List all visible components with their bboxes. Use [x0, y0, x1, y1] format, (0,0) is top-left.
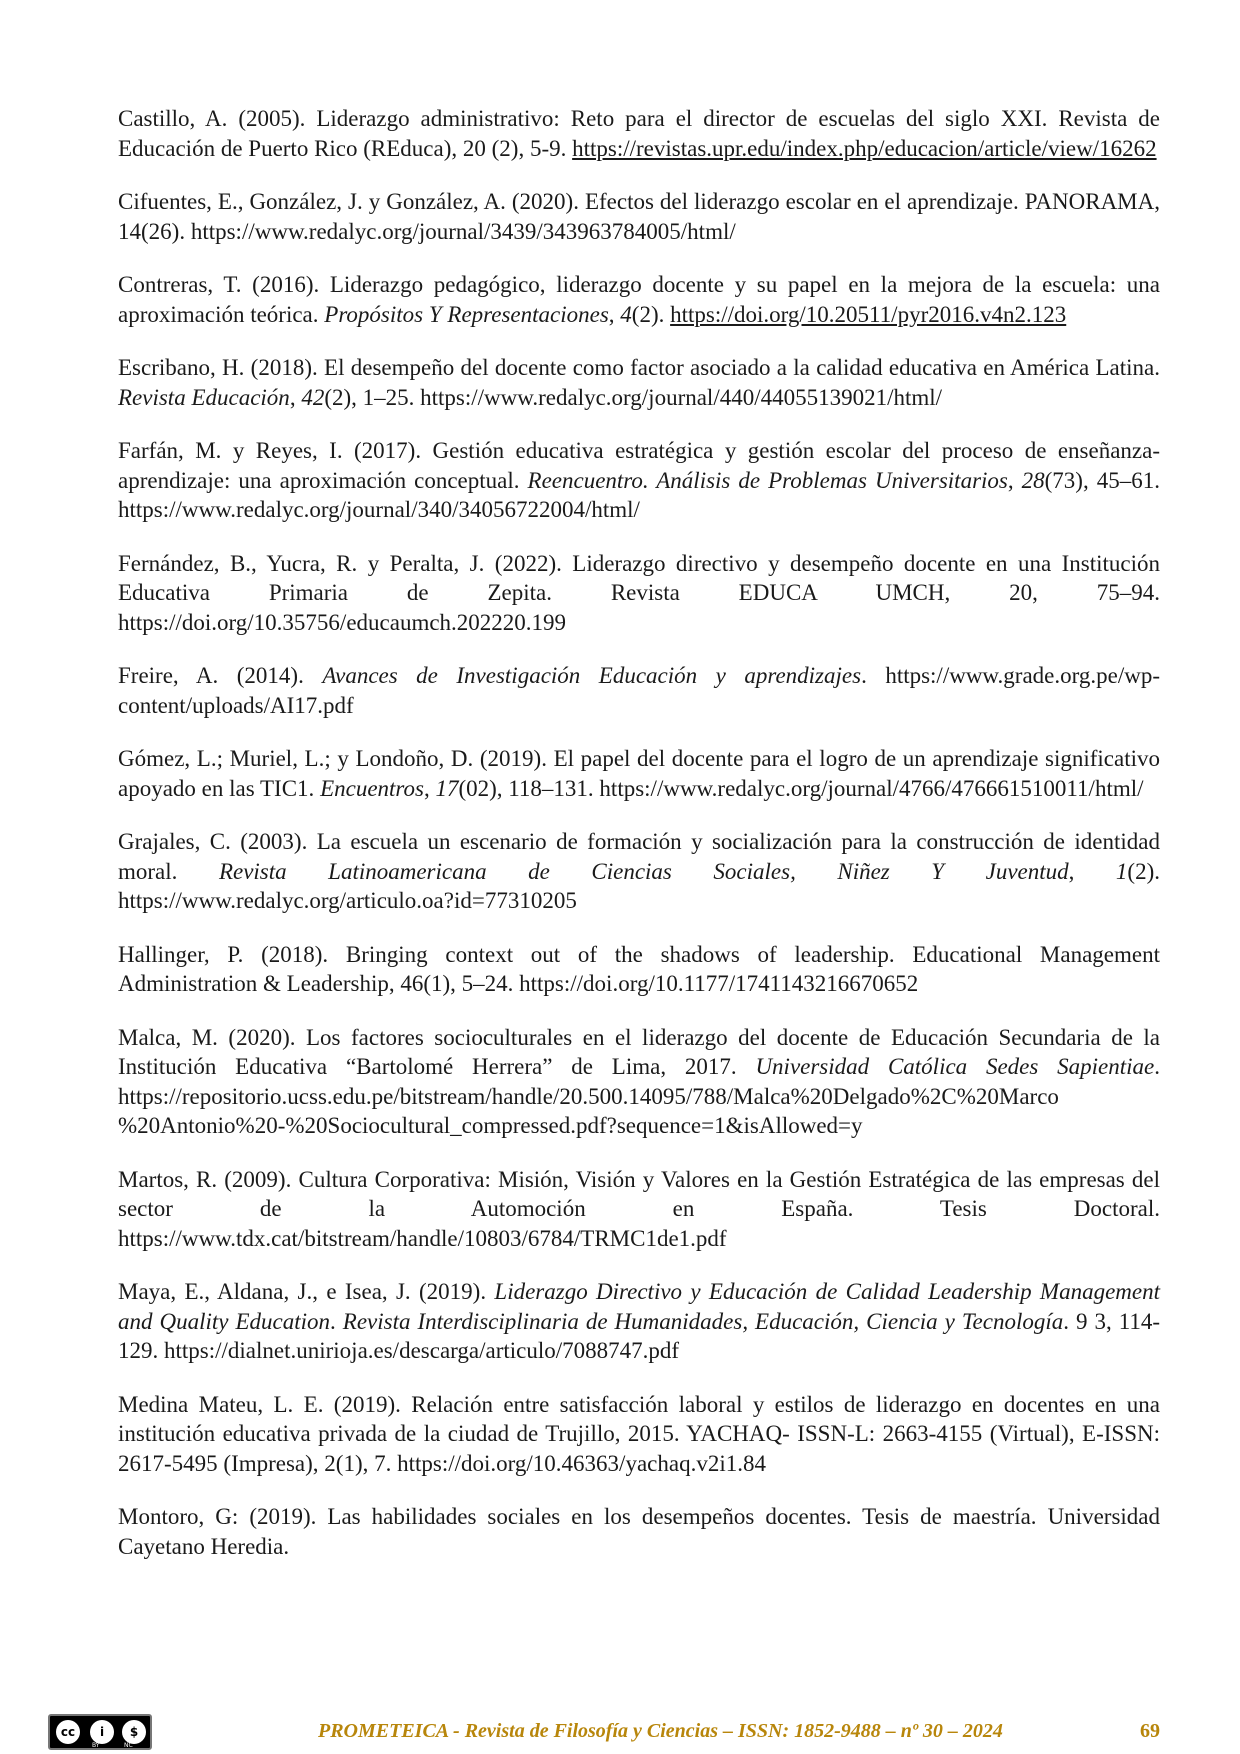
reference-text: Freire, A. (2014).	[118, 663, 323, 688]
reference-entry	[118, 549, 1160, 638]
cc-icon: cc	[56, 1720, 80, 1744]
reference-text: Grajales, C. (2003). La escuela un escenario de formación y socialización para la construcción de identidad moral.	[118, 829, 1160, 884]
reference-entry	[118, 1023, 1160, 1141]
reference-text: Reencuentro. Análisis de Problemas Universitarios	[527, 467, 1008, 493]
reference-text: Revista Interdisciplinaria de Humanidades, Educación, Ciencia y Tecnología	[342, 1308, 1064, 1334]
reference-text: . https://repositorio.ucss.edu.pe/bitstream/handle/20.500.14095/788/Malca%20Delgado%2C%20Marco %20Antonio%20-%20Sociocultural_compressed.pdf?sequence=1&isAllowed=y	[118, 1054, 1160, 1138]
reference-text: ,	[608, 301, 621, 327]
reference-text: Cifuentes, E., González, J. y González, A. (2020). Efectos del liderazgo escolar en el aprendizaje. PANORAMA, 14(26). https://www.redalyc.org/journal/3439/343963784005/html/	[118, 189, 1160, 244]
reference-text: Castillo, A. (2005). Liderazgo administrativo: Reto para el director de escuelas del siglo XXI. Revista de Educación de Puerto Rico (REduca), 20 (2), 5-9.	[118, 106, 1160, 161]
reference-text: 17	[435, 775, 459, 801]
reference-entry	[118, 940, 1160, 999]
page-footer	[48, 1714, 1160, 1750]
reference-entry	[118, 1277, 1160, 1366]
reference-text: .	[330, 1308, 343, 1334]
reference-text: Propósitos Y Representaciones	[324, 301, 609, 327]
reference-text: Avances de Investigación Educación y aprendizajes	[322, 663, 862, 688]
reference-entry	[118, 1165, 1160, 1254]
reference-text: (2).	[631, 301, 671, 327]
reference-list	[118, 104, 1160, 1585]
reference-entry	[118, 827, 1160, 916]
reference-text: Farfán, M. y Reyes, I. (2017). Gestión educativa estratégica y gestión escolar del proceso de enseñanza-aprendizaje: una aproximación conceptual.	[118, 438, 1160, 493]
reference-link[interactable]: https://doi.org/10.20511/pyr2016.v4n2.123	[670, 301, 1067, 327]
reference-entry	[118, 1502, 1160, 1561]
reference-text: 28	[1021, 467, 1045, 493]
reference-text: Revista Educación	[118, 384, 290, 410]
reference-text: Universidad Católica Sedes Sapientiae	[755, 1054, 1155, 1079]
reference-entry	[118, 1390, 1160, 1479]
reference-text: Contreras, T. (2016). Liderazgo pedagógico, liderazgo docente y su papel en la mejora de la escuela: una aproximación teórica.	[118, 272, 1160, 327]
reference-text: Fernández, B., Yucra, R. y Peralta, J. (2022). Liderazgo directivo y desempeño docente en una Institución Educativa Primaria de Zepita. Revista EDUCA UMCH, 20, 75–94. https://doi.org/10.35756/educaumch.202220.199	[118, 550, 1160, 635]
reference-text: . https://www.grade.org.pe/wp-content/uploads/AI17.pdf	[118, 663, 1160, 718]
reference-text: ,	[289, 384, 302, 410]
reference-text: (73), 45–61. https://www.redalyc.org/journal/340/34056722004/html/	[118, 467, 1160, 522]
reference-text: Montoro, G: (2019). Las habilidades sociales en los desempeños docentes. Tesis de maestría. Universidad Cayetano Heredia.	[118, 1504, 1160, 1559]
reference-text: (2). https://www.redalyc.org/articulo.oa?id=77310205	[118, 858, 1160, 913]
reference-entry	[118, 353, 1160, 412]
reference-text: ,	[1007, 467, 1022, 493]
by-icon: i	[90, 1720, 114, 1744]
reference-entry	[118, 187, 1160, 246]
reference-text: (2), 1–25. https://www.redalyc.org/journal/440/44055139021/html/	[324, 384, 943, 410]
reference-entry	[118, 436, 1160, 525]
reference-entry	[118, 104, 1160, 163]
reference-entry	[118, 270, 1160, 329]
reference-text: ,	[1068, 858, 1116, 884]
reference-text: . 9 3, 114-129. https://dialnet.unirioja.es/descarga/articulo/7088747.pdf	[118, 1308, 1161, 1363]
reference-text: Martos, R. (2009). Cultura Corporativa: Misión, Visión y Valores en la Gestión Estratégica de las empresas del sector de la Automoción en España. Tesis Doctoral. https://www.tdx.cat/bitstream/handle/10803/6784/TRMC1de1.pdf	[118, 1166, 1160, 1251]
reference-entry	[118, 744, 1160, 803]
reference-text: Liderazgo Directivo y Educación de Calidad Leadership Management and Quality Education	[118, 1279, 1160, 1334]
reference-text: Encuentros	[320, 775, 424, 801]
reference-entry	[118, 661, 1160, 720]
reference-text: Medina Mateu, L. E. (2019). Relación entre satisfacción laboral y estilos de liderazgo en docentes en una institución educativa privada de la ciudad de Trujillo, 2015. YACHAQ- ISSN-L: 2663-4155 (Virtual), E-ISSN: 2617-5495 (Impresa), 2(1), 7. https://doi.org/10.46363/yachaq.v2i1.84	[118, 1391, 1160, 1476]
by-label: BY	[92, 1742, 100, 1749]
nc-label: NC	[124, 1742, 133, 1749]
reference-text: ,	[423, 775, 436, 801]
reference-text: (02), 118–131. https://www.redalyc.org/journal/4766/476661510011/html/	[458, 775, 1144, 801]
reference-text: 42	[301, 384, 325, 410]
reference-text: Maya, E., Aldana, J., e Isea, J. (2019).	[118, 1279, 495, 1304]
reference-text: Hallinger, P. (2018). Bringing context out of the shadows of leadership. Educational Management Administration & Leadership, 46(1), 5–24. https://doi.org/10.1177/1741143216670652	[118, 941, 1160, 996]
reference-text: 4	[620, 301, 632, 327]
reference-link[interactable]: https://revistas.upr.edu/index.php/educacion/article/view/16262	[572, 135, 1157, 161]
reference-text: Escribano, H. (2018). El desempeño del docente como factor asociado a la calidad educativa en América Latina.	[118, 355, 1160, 380]
nc-icon: $	[122, 1720, 146, 1744]
page-number: 69	[1140, 1720, 1160, 1742]
cc-license-badge[interactable]	[48, 1714, 152, 1750]
reference-text: 1	[1115, 858, 1128, 884]
journal-name: PROMETEICA - Revista de Filosofía y Ciencias – ISSN: 1852-9488 – nº 30 – 2024	[318, 1720, 1003, 1742]
reference-text: Revista Latinoamericana de Ciencias Sociales, Niñez Y Juventud	[218, 858, 1069, 884]
reference-text: Gómez, L.; Muriel, L.; y Londoño, D. (2019). El papel del docente para el logro de un aprendizaje significativo apoyado en las TIC1.	[118, 746, 1160, 801]
reference-text: Malca, M. (2020). Los factores socioculturales en el liderazgo del docente de Educación Secundaria de la Institución Educativa “Bartolomé Herrera” de Lima, 2017.	[118, 1024, 1160, 1079]
